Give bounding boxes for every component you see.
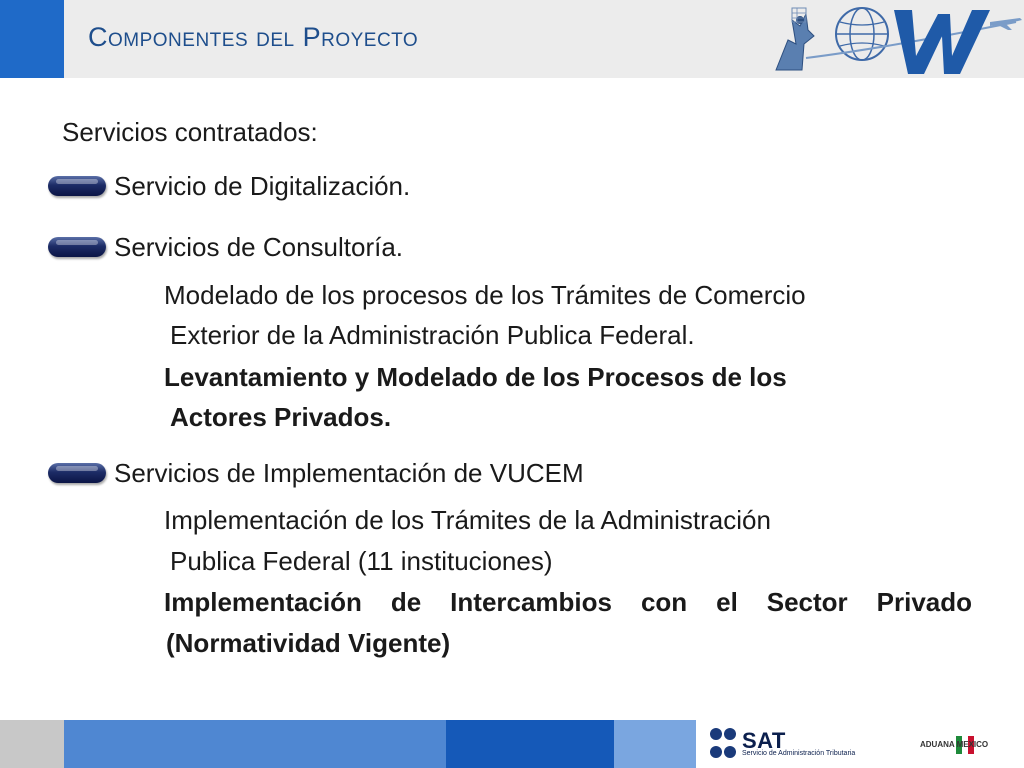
footer-segment [446,720,614,768]
vucem-item-2-line-1: Implementación de Intercambios con el Sector Privado [164,587,972,617]
bullet-pill-icon [48,463,106,483]
project-logo-icon [766,0,1024,78]
consultoria-item-1-line-2: Exterior de la Administración Publica Federal. [170,320,695,350]
sat-subtitle: Servicio de Administración Tributaria [742,750,856,757]
slide-title: Componentes del Proyecto [88,22,419,52]
footer-segment [0,720,64,768]
bullet-label: Servicios de Consultoría. [114,232,404,262]
bullet-label: Servicio de Digitalización. [114,171,411,201]
bullet-pill-icon [48,176,106,196]
sat-logo-text: SAT [742,728,786,753]
header-accent-block [0,0,64,78]
aduana-mexico-text: ADUANA MEXICO [920,740,989,749]
vucem-item-1-line-1: Implementación de los Trámites de la Administración [164,505,771,535]
consultoria-item-1-line-1: Modelado de los procesos de los Trámites de Comercio [164,280,806,310]
consultoria-item-2-line-1: Levantamiento y Modelado de los Procesos de los [164,362,787,392]
consultoria-item-2-line-2: Actores Privados. [170,402,392,432]
vucem-item-2-line-2: (Normatividad Vigente) [166,628,451,658]
services-heading: Servicios contratados: [62,117,318,147]
sat-emblem-icon [708,726,742,762]
header-bar [0,0,1024,78]
vucem-item-1-line-2: Publica Federal (11 instituciones) [170,546,553,576]
footer-segment [614,720,696,768]
footer-segment [64,720,446,768]
bullet-pill-icon [48,237,106,257]
bullet-label: Servicios de Implementación de VUCEM [114,458,584,488]
footer-bar [0,720,1024,768]
